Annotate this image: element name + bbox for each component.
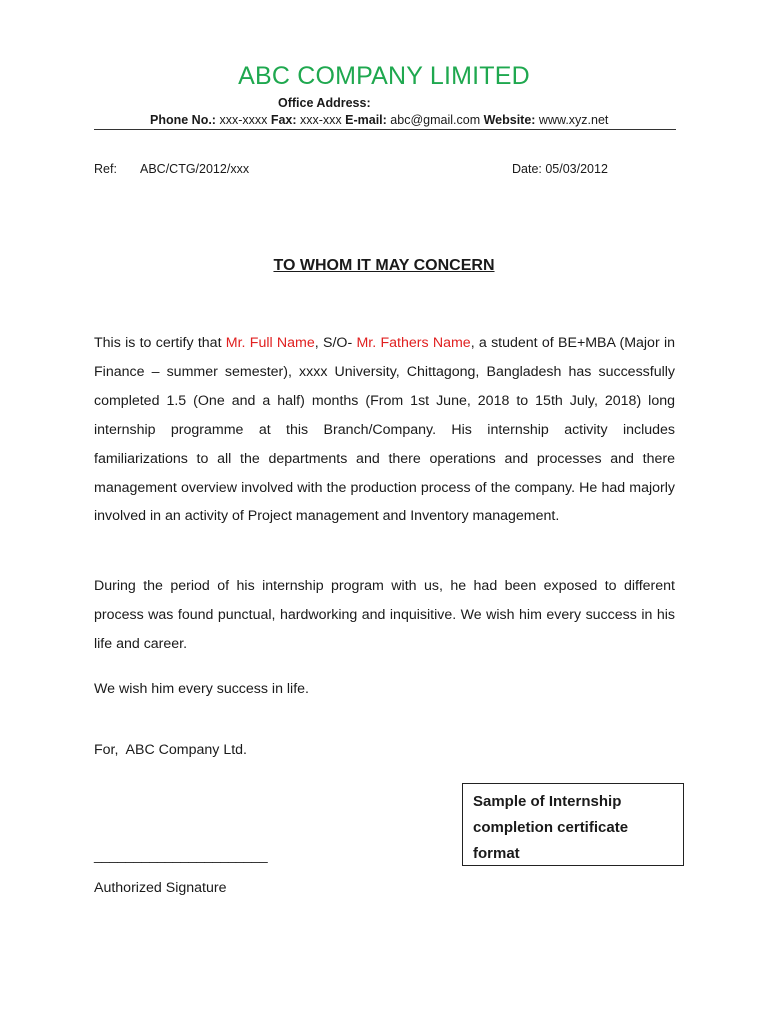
ref-value: ABC/CTG/2012/xxx [140,162,250,176]
header-divider [94,129,676,130]
phone-label: Phone No.: [150,113,216,127]
p1-so: , S/O- [314,335,357,351]
signature-line: ______________________ [94,848,268,864]
student-name: Mr. Full Name [225,335,315,351]
p1-intro: This is to certify that [94,335,226,351]
phone-value: xxx-xxxx [215,113,271,127]
body-paragraph-3: We wish him every success in life. [94,681,309,697]
fax-value: xxx-xxx [296,113,346,127]
body-paragraph-2: During the period of his internship program with us, he had been exposed to different process was found punctual, hardworking and inquisitive. We wish him every success in his life and career. [94,578,675,652]
date-text: Date: 05/03/2012 [512,162,608,176]
signature-label: Authorized Signature [94,880,227,896]
p1-rest: , a student of BE+MBA (Major in Finance – summer semester), xxxx University, Chittagong, Bangladesh has successfully completed 1.5 (One and a half) months (From 1st June, 2018 to 15th July, 2018) long internship programme at this Branch/Company. His internship activity includes familiarizations to all the departments and there operations and processes and there management overview involved with the production process of the company. He had majorly involved in an activity of Project management and Inventory management. [94,335,676,525]
father-name: Mr. Fathers Name [356,335,471,351]
email-label: E-mail: [345,113,387,127]
closing-for-line: For, ABC Company Ltd. [94,742,247,758]
sample-note-box: Sample of Internship completion certificate format [462,783,684,866]
letter-heading: TO WHOM IT MAY CONCERN [273,257,495,274]
website-value: www.xyz.net [535,113,609,127]
ref-label: Ref: [94,162,117,176]
website-label: Website: [483,113,536,127]
email-value: abc@gmail.com [386,113,484,127]
office-address-label: Office Address: [278,96,371,110]
company-name: ABC COMPANY LIMITED [238,62,530,90]
contact-line [150,113,608,127]
fax-label: Fax: [270,113,297,127]
body-paragraph-1 [94,329,675,531]
